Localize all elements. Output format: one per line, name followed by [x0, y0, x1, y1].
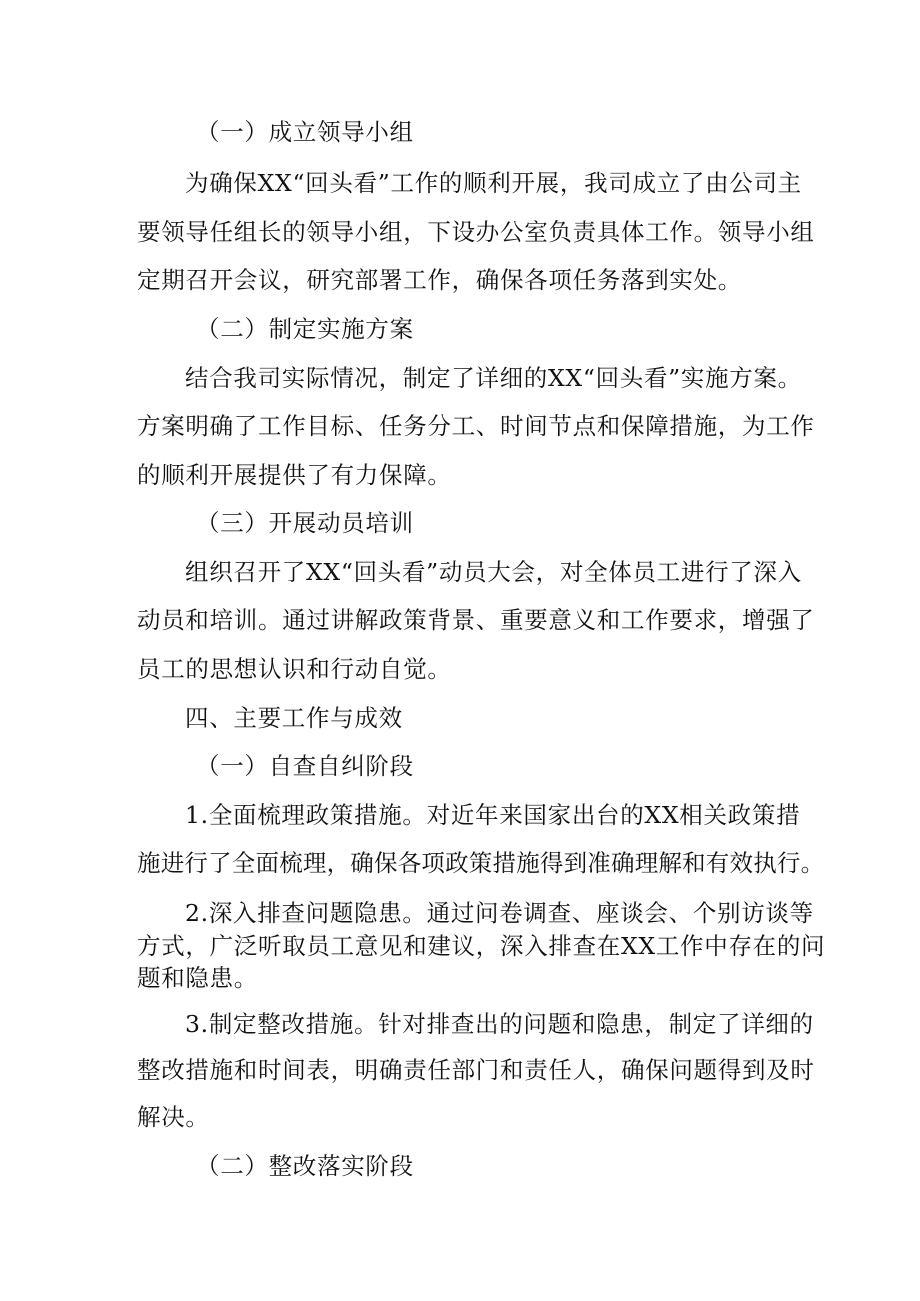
section-heading: （一）自查自纠阶段 — [196, 752, 414, 780]
list-item-line: 3.制定整改措施。针对排查出的问题和隐患，制定了详细的 — [185, 1010, 814, 1038]
paragraph-line: 的顺利开展提供了有力保障。 — [137, 461, 452, 489]
list-item-line: 2.深入排查问题隐患。通过问卷调查、座谈会、个别访谈等 — [185, 899, 814, 927]
list-item-line: 整改措施和时间表，明确责任部门和责任人，确保问题得到及时 — [137, 1056, 815, 1084]
paragraph-line: 组织召开了XX“回头看”动员大会，对全体员工进行了深入 — [185, 558, 802, 586]
chapter-heading: 四、主要工作与成效 — [185, 704, 403, 732]
list-item-line: 方式，广泛听取员工意见和建议，深入排查在XX工作中存在的问 — [137, 932, 826, 960]
paragraph-line: 方案明确了工作目标、任务分工、时间节点和保障措施，为工作 — [137, 412, 815, 440]
paragraph-line: 动员和培训。通过讲解政策背景、重要意义和工作要求，增强了 — [137, 606, 815, 634]
paragraph-line: 要领导任组长的领导小组，下设办公室负责具体工作。领导小组 — [137, 218, 815, 246]
paragraph-line: 定期召开会议，研究部署工作，确保各项任务落到实处。 — [137, 266, 742, 294]
section-heading: （三）开展动员培训 — [196, 509, 414, 537]
section-heading: （二）整改落实阶段 — [196, 1152, 414, 1180]
list-item-line: 施进行了全面梳理，确保各项政策措施得到准确理解和有效执行。 — [137, 849, 825, 877]
section-heading: （一）成立领导小组 — [196, 118, 414, 146]
paragraph-line: 员工的思想认识和行动自觉。 — [137, 655, 452, 683]
list-item-line: 题和隐患。 — [137, 964, 258, 992]
paragraph-line: 结合我司实际情况，制定了详细的XX“回头看”实施方案。 — [185, 364, 802, 392]
paragraph-line: 为确保XX“回头看”工作的顺利开展，我司成立了由公司主 — [185, 169, 802, 197]
list-item-line: 解决。 — [137, 1103, 210, 1131]
section-heading: （二）制定实施方案 — [196, 315, 414, 343]
list-item-line: 1.全面梳理政策措施。对近年来国家出台的XX相关政策措 — [185, 801, 801, 829]
